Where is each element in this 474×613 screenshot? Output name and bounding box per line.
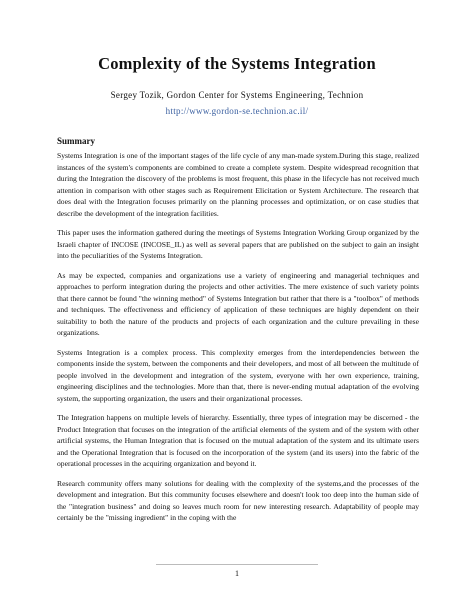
summary-heading: Summary bbox=[57, 136, 95, 146]
paper-title: Complexity of the Systems Integration bbox=[98, 54, 376, 73]
summary-body bbox=[57, 150, 419, 532]
affiliation-url[interactable]: http://www.gordon-se.technion.ac.il/ bbox=[165, 106, 309, 116]
paragraph: The Integration happens on multiple levels of hierarchy. Essentially, three types of integration may be discerned - the Product Integration that focuses on the integration of the artificial elements of the system and of the system with other artificial systems, the Human Integration that is focused on the mutual adaptation of the system and its ultimate users and the Operational Integration that is focused on the incorporation of the system (and its users) into the fabric of the operational processes in the acquiring organization and beyond it. bbox=[57, 413, 419, 468]
paragraph: Research community offers many solutions for dealing with the complexity of the systems,and the processes of the development and integration. But this community focuses elsewhere and doesn't look too deep into the human side of the "integration business" and doing so leaves much room for new interesting research. Adaptability of people may certainly be the "missing ingredient" in the coping with the bbox=[57, 478, 419, 522]
page-number: 1 bbox=[235, 569, 239, 578]
paragraph: As may be expected, companies and organizations use a variety of engineering and managerial techniques and approaches to perform integration during the projects and other activities. The mere existence of such variety points that there cannot be found "the winning method" of Systems Integration but rather that there is a "toolbox" of methods and techniques. The effectiveness and efficiency of application of these techniques are highly dependent on their suitability to both the nature of the products and projects of each organization and the culture prevailing in these organizations. bbox=[57, 270, 419, 337]
author-line: Sergey Tozik, Gordon Center for Systems Engineering, Technion bbox=[110, 90, 364, 100]
paragraph: This paper uses the information gathered during the meetings of Systems Integration Working Group organized by the Israeli chapter of INCOSE (INCOSE_IL) as well as several papers that are published on the subject to gain an insight into the peculiarities of the Systems Integration. bbox=[57, 228, 419, 260]
footer-divider bbox=[156, 564, 318, 565]
paragraph: Systems Integration is one of the important stages of the life cycle of any man-made system.During this stage, realized instances of the system's components are combined to create a complete system. Despite widespread recognition that during the Integration the discovery of the problems is most frequent, this phase in the lifecycle has not received much attention in comparison with other stages such as Requirement Elicitation or System Architecture. The research that does deal with the Integration focuses primarily on the planning processes and optimization, or on case studies that describe the development of the integration facilities. bbox=[57, 151, 419, 218]
paragraph: Systems Integration is a complex process. This complexity emerges from the interdependencies between the components inside the system, between the components and their developers, and most of all between the multitude of people involved in the development and integration of the system, everyone with her own experience, training, engineering disciplines and the technologies. More than that, there is never-ending mutual adaptation of the evolving system, the supporting organization, the users and their organizational processes. bbox=[57, 347, 419, 403]
